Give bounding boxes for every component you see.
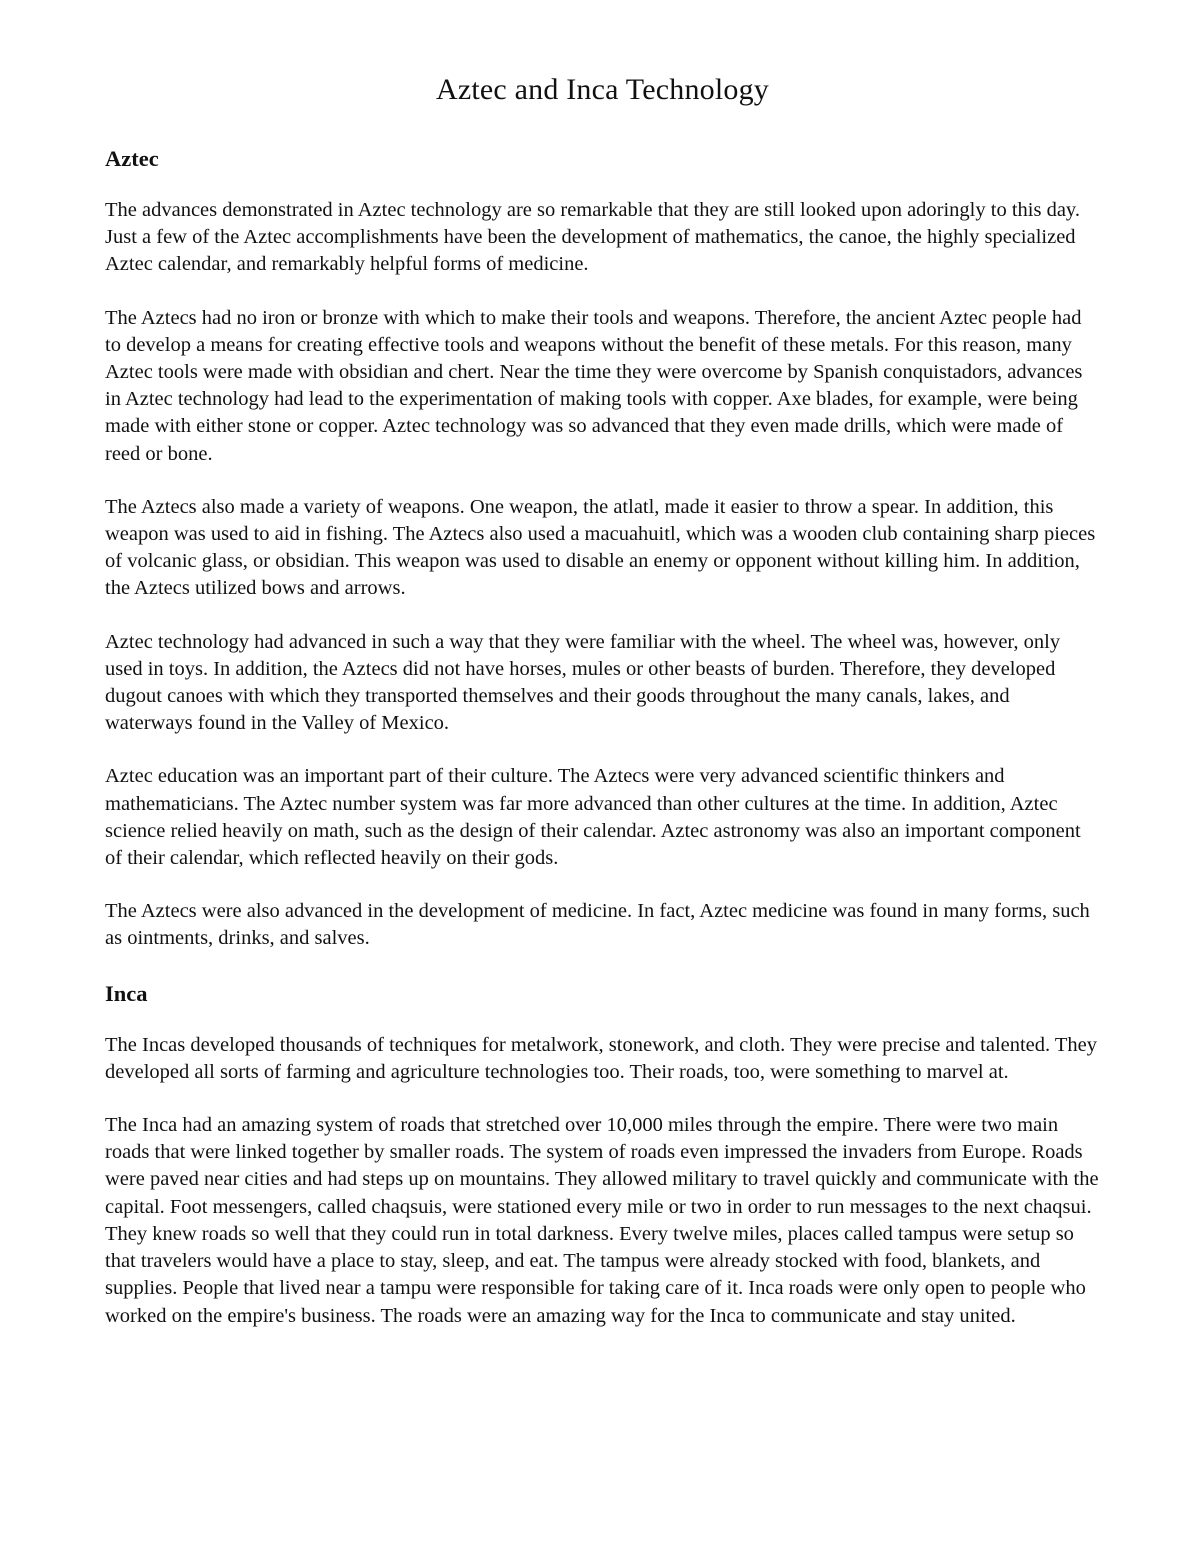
paragraph: The Aztecs also made a variety of weapons. One weapon, the atlatl, made it easier to throw a spear. In addition, this weapon was used to aid in fishing. The Aztecs also used a macuahuitl, which was a wooden club containing sharp pieces of volcanic glass, or obsidian. This weapon was used to disable an enemy or opponent without killing him. In addition, the Aztecs utilized bows and arrows. bbox=[105, 495, 1096, 600]
paragraph: The Aztecs were also advanced in the development of medicine. In fact, Aztec medicine was found in many forms, such as ointments, drinks, and salves. bbox=[105, 900, 1090, 950]
paragraph: The Inca had an amazing system of roads that stretched over 10,000 miles through the empire. There were two main roads that were linked together by smaller roads. The system of roads even impressed the invaders from Europe. Roads were paved near cities and had steps up on mountains. They allowed military to travel quickly and communicate with the capital. Foot messengers, called chaqsuis, were stationed every mile or two in order to run messages to the next chaqsui. They knew roads so well that they could run in total darkness. Every twelve miles, places called tampus were setup so that travelers would have a place to stay, sleep, and eat. The tampus were already stocked with food, blankets, and supplies. People that lived near a tampu were responsible for taking care of it. Inca roads were only open to people who worked on the empire's business. The roads were an amazing way for the Inca to communicate and stay united. bbox=[105, 1114, 1099, 1327]
page-title: Aztec and Inca Technology bbox=[435, 73, 770, 106]
paragraph: The advances demonstrated in Aztec technology are so remarkable that they are still looked upon adoringly to this day. Just a few of the Aztec accomplishments have been the development of mathematics, the canoe, the highly specialized Aztec calendar, and remarkably helpful forms of medicine. bbox=[105, 199, 1080, 276]
section-aztec bbox=[105, 144, 1100, 953]
section-heading-aztec: Aztec bbox=[105, 146, 159, 171]
section-heading-inca: Inca bbox=[105, 980, 148, 1006]
section-inca bbox=[105, 979, 1100, 1330]
paragraph: Aztec education was an important part of their culture. The Aztecs were very advanced scientific thinkers and mathematicians. The Aztec number system was far more advanced than other cultures at the time. In addition, Aztec science relied heavily on math, such as the design of their calendar. Aztec astronomy was also an important component of their calendar, which reflected heavily on their gods. bbox=[105, 765, 1081, 870]
paragraph: Aztec technology had advanced in such a way that they were familiar with the wheel. The wheel was, however, only used in toys. In addition, the Aztecs did not have horses, mules or other beasts of burden. Therefore, they developed dugout canoes with which they transported themselves and their goods throughout the many canals, lakes, and waterways found in the Valley of Mexico. bbox=[105, 630, 1061, 735]
paragraph: The Incas developed thousands of techniques for metalwork, stonework, and cloth. They were precise and talented. They developed all sorts of farming and agriculture technologies too. Their roads, too, were something to marvel at. bbox=[105, 1033, 1098, 1083]
document-page bbox=[105, 70, 1100, 1356]
paragraph: The Aztecs had no iron or bronze with which to make their tools and weapons. Therefore, the ancient Aztec people had to develop a means for creating effective tools and weapons without the benefit of these metals. For this reason, many Aztec tools were made with obsidian and chert. Near the time they were overcome by Spanish conquistadors, advances in Aztec technology had lead to the experimentation of making tools with copper. Axe blades, for example, were being made with either stone or copper. Aztec technology was so advanced that they even made drills, which were made of reed or bone. bbox=[105, 306, 1083, 465]
